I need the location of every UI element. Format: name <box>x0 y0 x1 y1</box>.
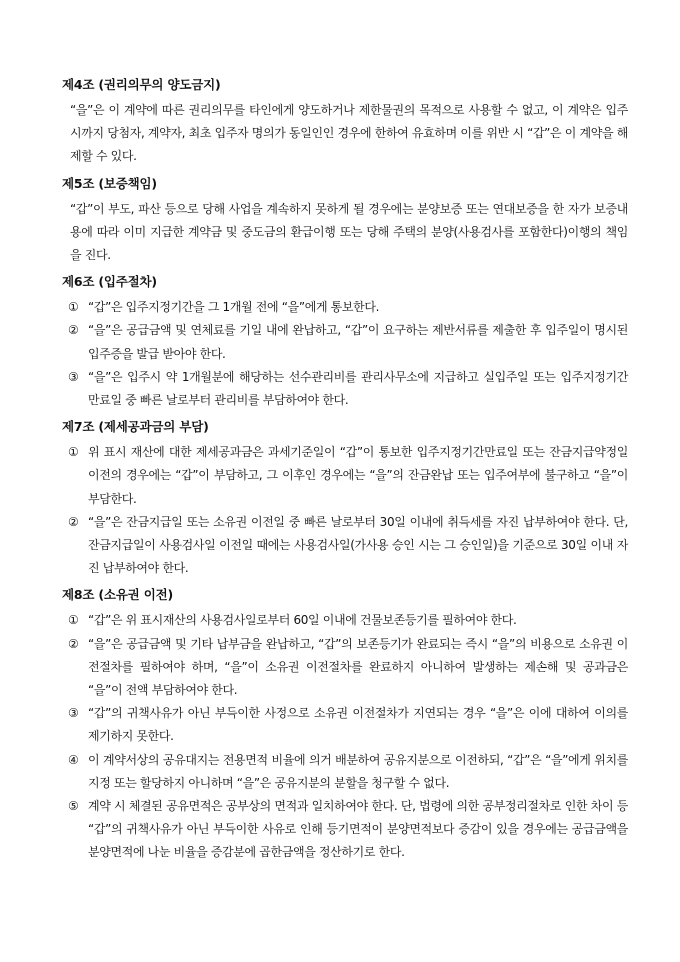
article-items <box>62 296 628 412</box>
list-item <box>62 441 628 511</box>
item-text: “갑”은 입주지정기간을 그 1개월 전에 “을”에게 통보한다. <box>88 300 380 315</box>
item-number: ② <box>68 323 79 338</box>
list-item <box>62 366 628 412</box>
item-text: 위 표시 재산에 대한 제세공과금은 과세기준일이 “갑”이 통보한 입주지정기간만료일 또는 잔금지급약정일 이전의 경우에는 “갑”이 부담하고, 그 이후인 경우에는 “을”의 잔금완납 또는 입주여부에 불구하고 “을”이 부담한다. <box>88 445 628 506</box>
item-number: ① <box>68 613 79 628</box>
item-number: ② <box>68 636 79 651</box>
article-7 <box>62 418 628 580</box>
list-item <box>62 702 628 748</box>
article-title: 제7조 (제세공과금의 부담) <box>62 419 209 435</box>
list-item <box>62 296 628 319</box>
item-number: ① <box>68 300 79 315</box>
article-items <box>62 609 628 864</box>
article-title: 제5조 (보증책임) <box>62 175 157 191</box>
item-text: “갑”의 귀책사유가 아닌 부득이한 사정으로 소유권 이전절차가 지연되는 경우 “을”은 이에 대하여 이의를 제기하지 못한다. <box>88 706 628 744</box>
article-title: 제6조 (입주절차) <box>62 274 157 290</box>
list-item <box>62 511 628 581</box>
contract-document <box>62 76 628 871</box>
item-text: 계약 시 체결된 공유면적은 공부상의 면적과 일치하여야 한다. 단, 법령에 의한 공부정리절차로 인한 차이 등 “갑”의 귀책사유가 아닌 부득이한 사유로 인해 등기면적이 분양면적보다 증감이 있을 경우에는 공급금액을 분양면적에 나눈 비율을 증감분에 곱한금액을 정산하기로 한다. <box>88 799 628 860</box>
article-4 <box>62 76 628 169</box>
item-text: “을”은 입주시 약 1개월분에 해당하는 선수관리비를 관리사무소에 지급하고 실입주일 또는 입주지정기간 만료일 중 빠른 날로부터 관리비를 부담하여야 한다. <box>88 369 628 408</box>
item-number: ④ <box>68 752 79 767</box>
item-number: ⑤ <box>68 799 79 814</box>
item-number: ① <box>68 445 79 460</box>
item-text: “을”은 잔금지급일 또는 소유권 이전일 중 빠른 날로부터 30일 이내에 취득세를 자진 납부하여야 한다. 단, 잔금지급일이 사용검사일 이전일 때에는 사용검사일(가사용 승인 시는 그 승인일)을 기준으로 30일 이내 자진 납부하여야 한다. <box>88 514 628 576</box>
article-title: 제4조 (권리의무의 양도금지) <box>62 77 221 92</box>
item-text: 이 계약서상의 공유대지는 전용면적 비율에 의거 배분하여 공유지분으로 이전하되, “갑”은 “을”에게 위치를 지정 또는 할당하지 아니하며 “을”은 공유지분의 분할을 청구할 수 없다. <box>88 752 628 790</box>
article-5 <box>62 175 628 268</box>
article-items <box>62 441 628 580</box>
article-title: 제8조 (소유권 이전) <box>62 587 173 603</box>
list-item <box>62 633 628 703</box>
article-6 <box>62 273 628 412</box>
list-item <box>62 795 628 865</box>
list-item <box>62 609 628 632</box>
list-item <box>62 319 628 365</box>
article-8 <box>62 586 628 864</box>
article-paragraph: “갑”이 부도, 파산 등으로 당해 사업을 계속하지 못하게 될 경우에는 분양보증 또는 연대보증을 한 자가 보증내용에 따라 이미 지급한 계약금 및 중도금의 환급이행 또는 당해 주택의 분양(사용검사를 포함한다)이행의 책임을 진다. <box>70 201 628 263</box>
item-number: ② <box>68 514 79 529</box>
list-item <box>62 749 628 795</box>
item-text: “갑”은 위 표시재산의 사용검사일로부터 60일 이내에 건물보존등기를 필하여야 한다. <box>88 613 517 628</box>
item-text: “을”은 공급금액 및 기타 납부금을 완납하고, “갑”의 보존등기가 완료되는 즉시 “을”의 비용으로 소유권 이전절차를 필하여야 하며, “을”이 소유권 이전절차를 완료하지 아니하여 발생하는 제손해 및 공과금은 “을”이 전액 부담하여야 한다. <box>88 636 628 698</box>
article-paragraph: “을”은 이 계약에 따른 권리의무를 타인에게 양도하거나 제한물권의 목적으로 사용할 수 없고, 이 계약은 입주 시까지 당첨자, 계약자, 최초 입주자 명의가 동일인인 경우에 한하여 유효하며 이를 위반 시 “갑”은 이 계약을 해제할 수 있다. <box>70 103 628 164</box>
item-number: ③ <box>68 369 79 384</box>
item-text: “을”은 공급금액 및 연체료를 기일 내에 완납하고, “갑”이 요구하는 제반서류를 제출한 후 입주일이 명시된 입주증을 발급 받아야 한다. <box>88 323 628 361</box>
item-number: ③ <box>68 706 79 721</box>
